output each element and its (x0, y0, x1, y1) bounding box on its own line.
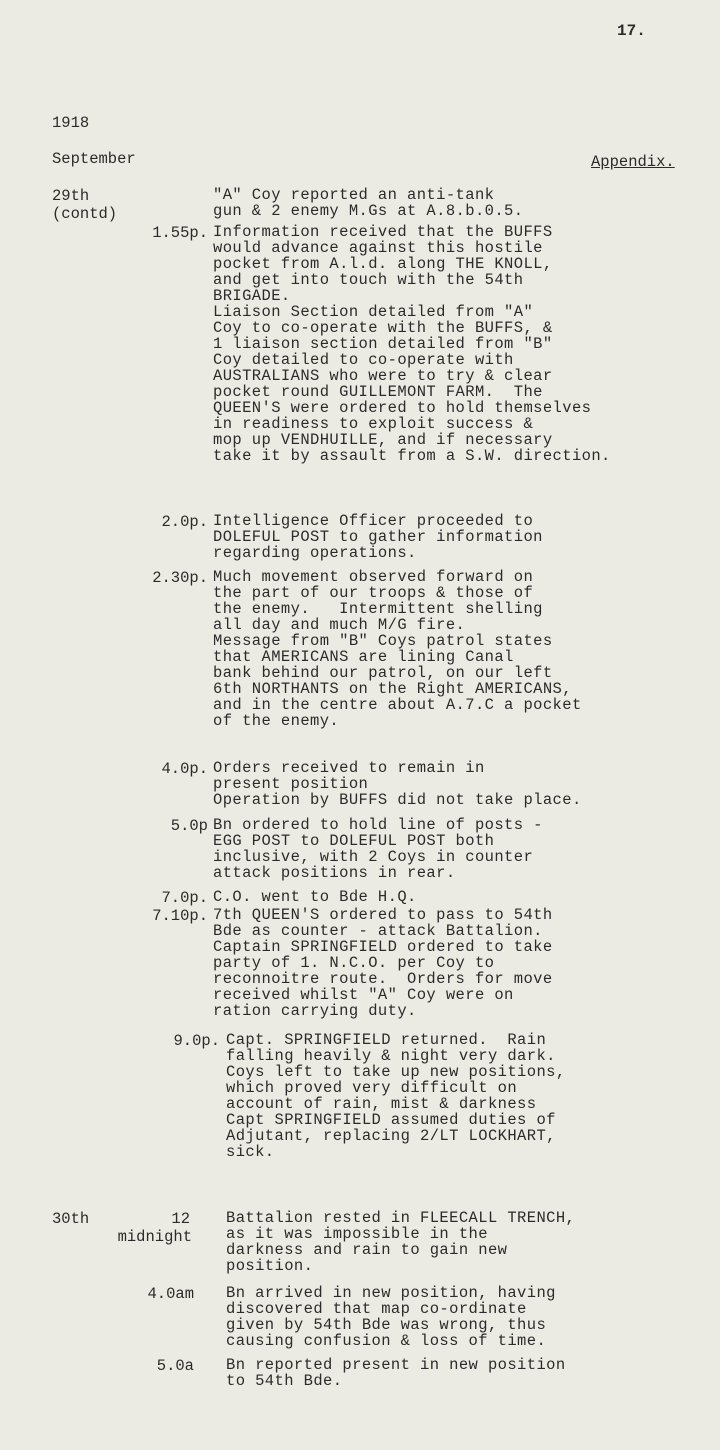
entry-time: 2.30p. (152, 569, 208, 587)
entry-line: Adjutant, replacing 2/LT LOCKHART, (226, 1127, 556, 1145)
entry-line: would advance against this hostile (213, 239, 543, 257)
entry-time: 1.55p. (152, 224, 208, 242)
entry-line: QUEEN'S were ordered to hold themselves (213, 399, 592, 417)
entry-line: which proved very difficult on (226, 1079, 518, 1097)
entry-line: all day and much M/G fire. (213, 616, 466, 634)
entry-line: party of 1. N.C.O. per Coy to (213, 954, 495, 972)
entry-text (226, 1285, 556, 1349)
entry-line: Bde as counter - attack Battalion. (213, 922, 543, 940)
entry-line: Capt SPRINGFIELD assumed duties of (226, 1111, 556, 1129)
entry-date-note: (contd) (52, 205, 118, 223)
entry-line: account of rain, mist & darkness (226, 1095, 537, 1113)
entry-line: AUSTRALIANS who were to try & clear (213, 367, 553, 385)
entry-line: Bn ordered to hold line of posts - (213, 816, 543, 834)
entry-line: 6th NORTHANTS on the Right AMERICANS, (213, 680, 572, 698)
entry-line: Captain SPRINGFIELD ordered to take (213, 938, 553, 956)
entry-line: given by 54th Bde was wrong, thus (226, 1316, 547, 1334)
entry-line: pocket from A.l.d. along THE KNOLL, (213, 255, 553, 273)
entry-line: mop up VENDHUILLE, and if necessary (213, 431, 553, 449)
entry-text (226, 1357, 566, 1389)
entry-line: Capt. SPRINGFIELD returned. Rain (226, 1031, 547, 1049)
entry-time: 4.0am (147, 1285, 194, 1303)
entry-line: falling heavily & night very dark. (226, 1047, 556, 1065)
entry-text (213, 817, 543, 881)
entry-text (213, 569, 582, 729)
entry-line: pocket round GUILLEMONT FARM. The (213, 383, 543, 401)
entry-line: DOLEFUL POST to gather information (213, 528, 543, 546)
entry-line: attack positions in rear. (213, 864, 456, 882)
entry-line: gun & 2 enemy M.Gs at A.8.b.0.5. (213, 202, 524, 220)
entry-text (213, 224, 611, 464)
entry-line: to 54th Bde. (226, 1372, 343, 1390)
appendix-label: Appendix. (591, 153, 675, 171)
entry-time: 9.0p. (173, 1032, 220, 1050)
entry-line: that AMERICANS are lining Canal (213, 648, 514, 666)
entry-time: 5.0a (156, 1357, 194, 1375)
entry-line: Bn reported present in new position (226, 1356, 566, 1374)
entry-line: and in the centre about A.7.C a pocket (213, 696, 582, 714)
entry-line: Message from "B" Coys patrol states (213, 632, 553, 650)
entry-text (213, 187, 523, 219)
entry-line: present position (213, 775, 369, 793)
entry-text (213, 513, 543, 561)
entry-line: the enemy. Intermittent shelling (213, 600, 543, 618)
entry-line: Operation by BUFFS did not take place. (213, 791, 582, 809)
entry-line: Coy to co-operate with the BUFFS, & (213, 319, 553, 337)
entry-line: causing confusion & loss of time. (226, 1332, 547, 1350)
entry-line: Coys left to take up new positions, (226, 1063, 566, 1081)
entry-time: 4.0p. (161, 760, 208, 778)
entry-line: bank behind our patrol, on our left (213, 664, 553, 682)
entry-line: darkness and rain to gain new (226, 1241, 508, 1259)
entry-line: and get into touch with the 54th (213, 271, 524, 289)
entry-time: 5.0p (170, 817, 208, 835)
entry-text (213, 760, 582, 808)
entry-line: ration carrying duty. (213, 1002, 417, 1020)
entry-text (226, 1210, 575, 1274)
entry-line: as it was impossible in the (226, 1225, 488, 1243)
entry-line: Information received that the BUFFS (213, 223, 553, 241)
entry-text (213, 889, 417, 905)
entry-line: Intelligence Officer proceeded to (213, 512, 534, 530)
entry-line: take it by assault from a S.W. direction. (213, 447, 611, 465)
entry-line: of the enemy. (213, 712, 340, 730)
entry-line: the part of our troops & those of (213, 584, 534, 602)
entry-line: 1 liaison section detailed from "B" (213, 335, 553, 353)
entry-time: 7.0p. (161, 889, 208, 907)
entry-time: 7.10p. (152, 907, 208, 925)
month-heading: September (52, 150, 136, 168)
entry-line: EGG POST to DOLEFUL POST both (213, 832, 495, 850)
entry-line: reconnoitre route. Orders for move (213, 970, 553, 988)
entry-line: Orders received to remain in (213, 759, 485, 777)
entry-text (213, 907, 553, 1019)
entry-line: Much movement observed forward on (213, 568, 534, 586)
entry-text (226, 1032, 566, 1160)
entry-line: in readiness to exploit success & (213, 415, 534, 433)
entry-line: C.O. went to Bde H.Q. (213, 888, 417, 906)
entry-line: sick. (226, 1143, 275, 1161)
entry-line: inclusive, with 2 Coys in counter (213, 848, 534, 866)
entry-date: 29th (52, 187, 90, 205)
entry-line: 7th QUEEN'S ordered to pass to 54th (213, 906, 553, 924)
entry-line: Coy detailed to co-operate with (213, 351, 514, 369)
entry-date: 30th (52, 1210, 90, 1228)
entry-line: Bn arrived in new position, having (226, 1284, 556, 1302)
entry-line: "A" Coy reported an anti-tank (213, 186, 495, 204)
entry-time: 2.0p. (161, 513, 208, 531)
page-number: 17. (617, 22, 646, 40)
entry-line: discovered that map co-ordinate (226, 1300, 527, 1318)
entry-time-note: midnight (117, 1228, 192, 1246)
entry-line: position. (226, 1257, 314, 1275)
entry-time: 12 (171, 1210, 190, 1228)
entry-line: regarding operations. (213, 544, 417, 562)
entry-line: Liaison Section detailed from "A" (213, 303, 534, 321)
entry-line: received whilst "A" Coy were on (213, 986, 514, 1004)
year-heading: 1918 (52, 114, 90, 132)
entry-line: BRIGADE. (213, 287, 291, 305)
entry-line: Battalion rested in FLEECALL TRENCH, (226, 1209, 576, 1227)
